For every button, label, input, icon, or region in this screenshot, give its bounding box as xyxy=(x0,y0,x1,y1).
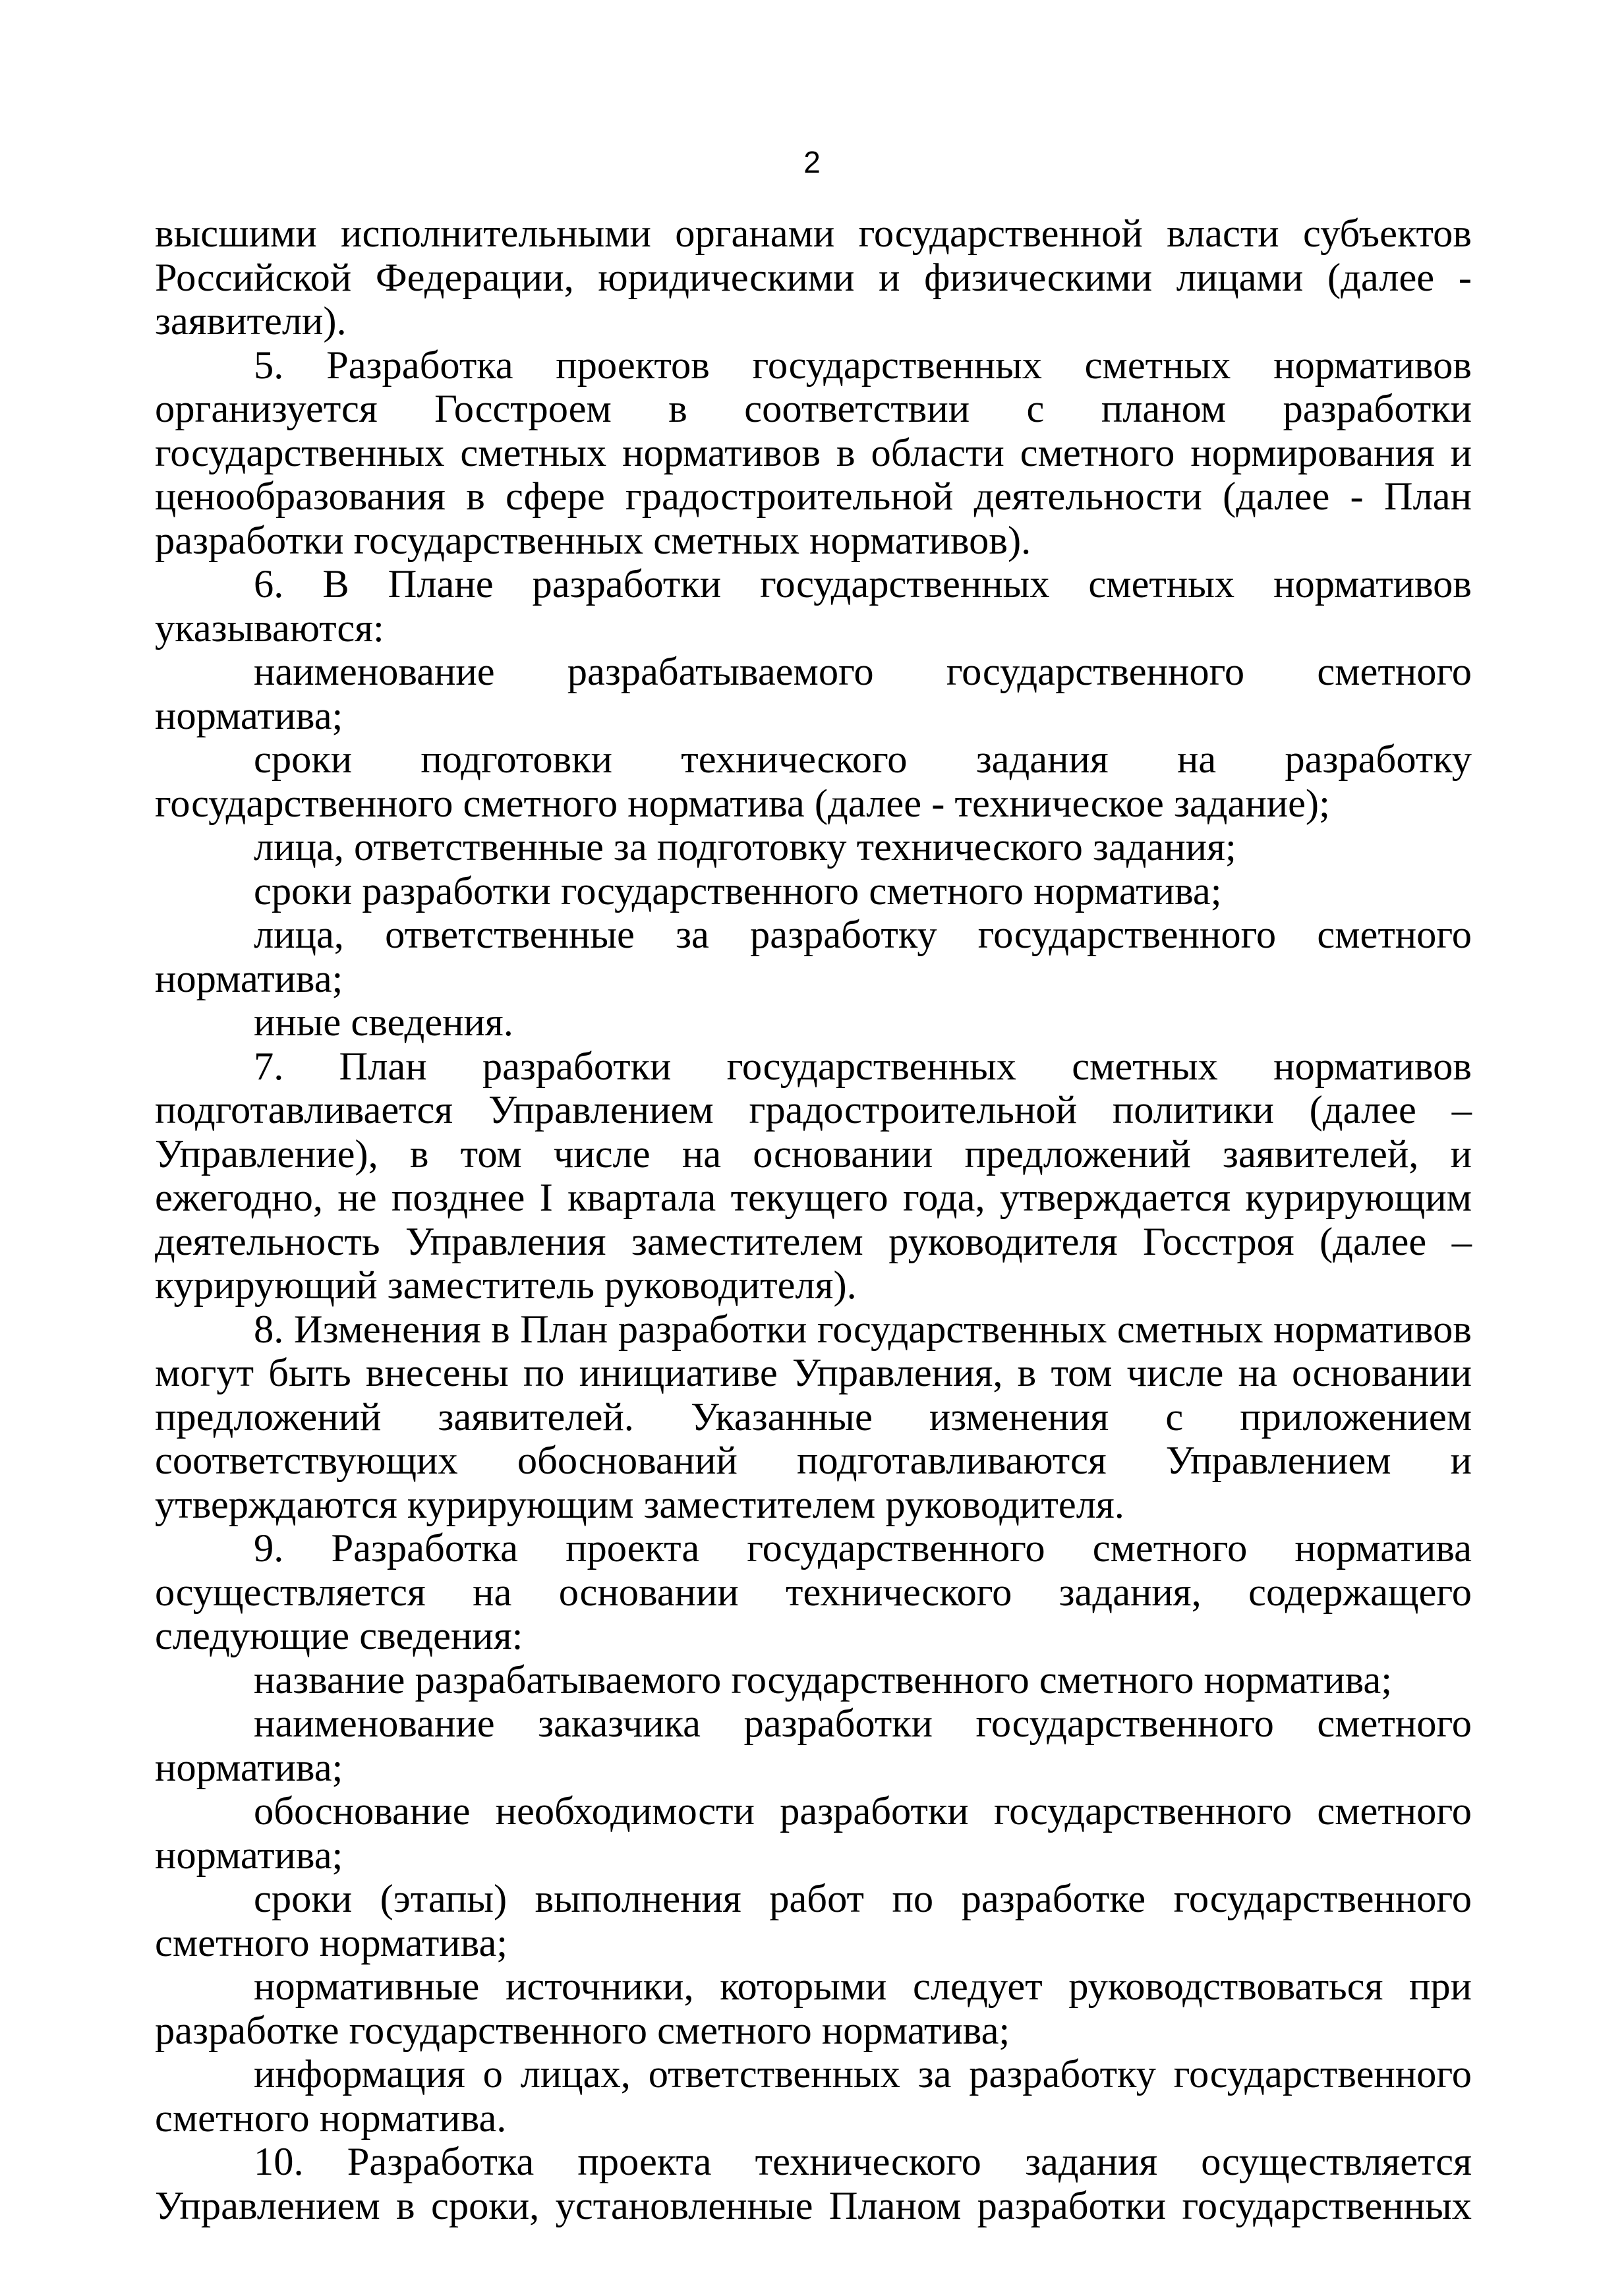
list-item-plan-dev-deadline: сроки разработки государственного сметного норматива; xyxy=(254,869,1222,913)
list-item-tz-customer: наименование заказчика разработки государственного сметного норматива; xyxy=(155,1702,1472,1790)
list-item-tz-justification: обоснование необходимости разработки государственного сметного норматива; xyxy=(155,1789,1472,1878)
paragraph-10: 10. Разработка проекта технического задания осуществляется Управлением в сроки, установленные Планом разработки государственных xyxy=(155,2140,1472,2228)
paragraph-7: 7. План разработки государственных сметных нормативов подготавливается Управлением градостроительной политики (далее – Управление), в том числе на основании предложений заявителей, и ежегодно, не позднее I квартала текущего года, утверждается курирующим деятельность Управления заместителем руководителя Госстроя (далее – курирующий заместитель руководителя). xyxy=(155,1044,1472,1307)
paragraph-6: 6. В Плане разработки государственных сметных нормативов указываются: xyxy=(155,562,1472,650)
list-item-tz-responsible: информация о лицах, ответственных за разработку государственного сметного норматива. xyxy=(155,2052,1472,2140)
list-item-tz-stages: сроки (этапы) выполнения работ по разработке государственного сметного норматива; xyxy=(155,1877,1472,1965)
page-number: 2 xyxy=(803,145,821,179)
list-item-plan-name: наименование разрабатываемого государственного сметного норматива; xyxy=(155,650,1472,738)
list-item-plan-other: иные сведения. xyxy=(254,1000,513,1045)
list-item-tz-sources: нормативные источники, которыми следует руководствоваться при разработке государственного сметного норматива; xyxy=(155,1965,1472,2053)
paragraph-5: 5. Разработка проектов государственных сметных нормативов организуется Госстроем в соответствии с планом разработки государственных сметных нормативов в области сметного нормирования и ценообразования в сфере градостроительной деятельности (далее - План разработки государственных сметных нормативов). xyxy=(155,343,1472,563)
document-body xyxy=(155,212,1472,2228)
paragraph-continuation: высшими исполнительными органами государственной власти субъектов Российской Федерации, юридическими и физическими лицами (далее - заявители). xyxy=(155,212,1472,343)
list-item-plan-dev-responsible: лица, ответственные за разработку государственного сметного норматива; xyxy=(155,913,1472,1001)
paragraph-8: 8. Изменения в План разработки государственных сметных нормативов могут быть внесены по инициативе Управления, в том числе на основании предложений заявителей. Указанные изменения с приложением соответствующих обоснований подготавливаются Управлением и утверждаются курирующим заместителем руководителя. xyxy=(155,1307,1472,1527)
list-item-tz-title: название разрабатываемого государственного сметного норматива; xyxy=(254,1657,1393,1702)
list-item-plan-tz-deadline: сроки подготовки технического задания на разработку государственного сметного норматива (далее - техническое задание); xyxy=(155,737,1472,826)
paragraph-9: 9. Разработка проекта государственного сметного норматива осуществляется на основании технического задания, содержащего следующие сведения: xyxy=(155,1526,1472,1658)
list-item-plan-tz-responsible: лица, ответственные за подготовку технического задания; xyxy=(254,825,1236,869)
